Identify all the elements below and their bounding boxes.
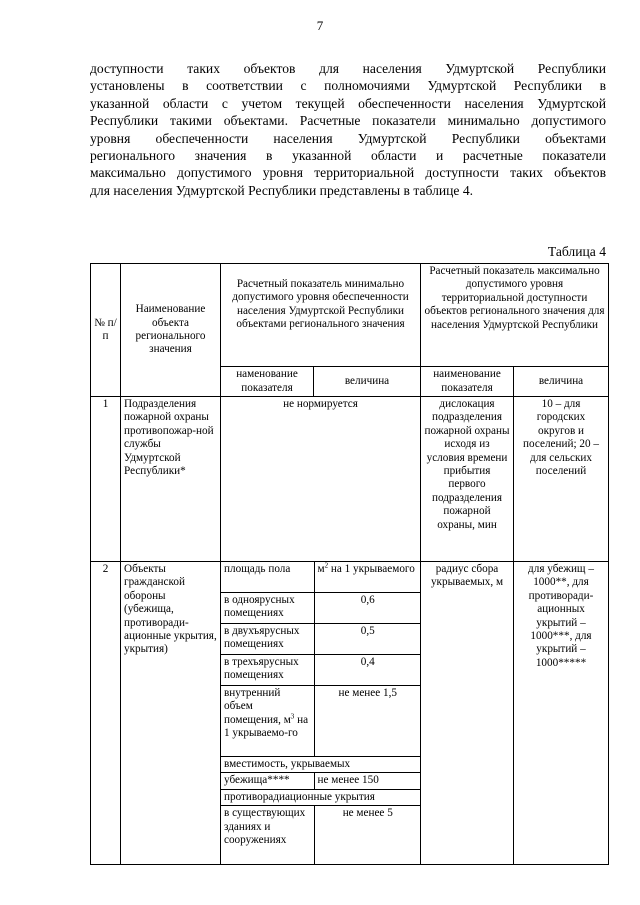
volume-label-a: внутренний объем помещения, м [224, 687, 291, 726]
one-tier-value: 0,6 [314, 593, 421, 624]
row-max-name: радиус сбора укрываемых, м [421, 562, 514, 865]
row-name: Подразделения пожарной охраны противопожар-ной службы Удмуртской Республики* [121, 397, 221, 562]
paragraph-line: регионального значения в указанной области и расчетные показатели [90, 148, 606, 164]
header-max-group: Расчетный показатель максимально допустимого уровня территориальной доступности объектов регионального значения для населения Удмуртской Республики [421, 264, 609, 367]
paragraph-line: уровня обеспеченности населения Удмуртской Республики объектами [90, 130, 606, 146]
volume-label-b: на 1 укрываемо-го [224, 713, 309, 740]
three-tier-value: 0,4 [314, 655, 421, 686]
row-max-value: 10 – для городских округов и поселений; 20 – для сельских поселений [514, 397, 609, 562]
area-unit [314, 562, 421, 593]
table-row [91, 562, 609, 865]
three-tier-label: в трехъярусных помещениях [221, 655, 314, 686]
header-min-group: Расчетный показатель минимально допустимого уровня обеспеченности населения Удмуртской Республики объектами регионального значения [221, 264, 421, 367]
area-label: площадь пола [221, 562, 314, 593]
paragraph-line: Республики такими объектами. Расчетные показатели минимально допустимого [90, 113, 606, 129]
area-unit-sup: 2 [324, 561, 329, 570]
capacity-header: вместимость, укрываемых [221, 757, 421, 773]
table-header-row [91, 264, 609, 367]
paragraph-line: указанной области с учетом текущей обеспеченности населения Удмуртской [90, 95, 606, 111]
page-number: 7 [316, 18, 324, 33]
table-caption: Таблица 4 [547, 244, 606, 259]
subheader-value-2: величина [514, 367, 609, 397]
area-unit-main: м [317, 563, 325, 575]
subheader-name-2: наименование показателя [421, 367, 514, 397]
subheader-name-1: наменование показателя [221, 367, 314, 397]
civil-defense-subtable [221, 562, 421, 864]
row-name: Объекты гражданской обороны (убежища, противоради-ационные укрытия, укрытия) [121, 562, 221, 865]
existing-buildings-value: не менее 5 [314, 806, 421, 865]
row-num: 1 [91, 397, 121, 562]
subheader-value-1: величина [314, 367, 421, 397]
one-tier-label: в одноярусных помещениях [221, 593, 314, 624]
paragraph-line: максимально допустимого уровня территориальной доступности таких объектов [90, 165, 606, 181]
volume-label [221, 686, 314, 757]
volume-value: не менее 1,5 [314, 686, 421, 757]
existing-buildings-label: в существующих зданиях и сооружениях [221, 806, 314, 865]
row-num: 2 [91, 562, 121, 865]
civil-defense-min-block [221, 562, 421, 865]
indicators-table [90, 263, 609, 865]
header-num: № п/п [91, 264, 121, 397]
two-tier-label: в двухъярусных помещениях [221, 624, 314, 655]
paragraph-line: доступности таких объектов для населения Удмуртской Республики [90, 61, 606, 76]
header-name: Наименование объекта регионального значения [121, 264, 221, 397]
anti-radiation-header: противорадиационные укрытия [221, 789, 421, 805]
body-paragraph [90, 60, 606, 199]
paragraph-line: для населения Удмуртской Республики представлены в таблице 4. [90, 182, 474, 198]
row-max-value: для убежищ – 1000**, для противоради-ационных укрытий – 1000***, для укрытий – 1000***** [514, 562, 609, 865]
shelter-label: убежища**** [221, 773, 314, 789]
paragraph-line: установлены в соответствии с полномочиями Удмуртской Республики в [90, 78, 606, 94]
row-max-name: дислокация подразделения пожарной охраны исходя из условия времени прибытия первого подразделения пожарной охраны, мин [421, 397, 514, 562]
volume-label-sup: 3 [290, 712, 295, 721]
table-row [91, 397, 609, 562]
two-tier-value: 0,5 [314, 624, 421, 655]
shelter-value: не менее 150 [314, 773, 421, 789]
row-min-merged: не нормируется [221, 397, 421, 562]
area-unit-rest: на 1 укрываемого [328, 563, 415, 575]
